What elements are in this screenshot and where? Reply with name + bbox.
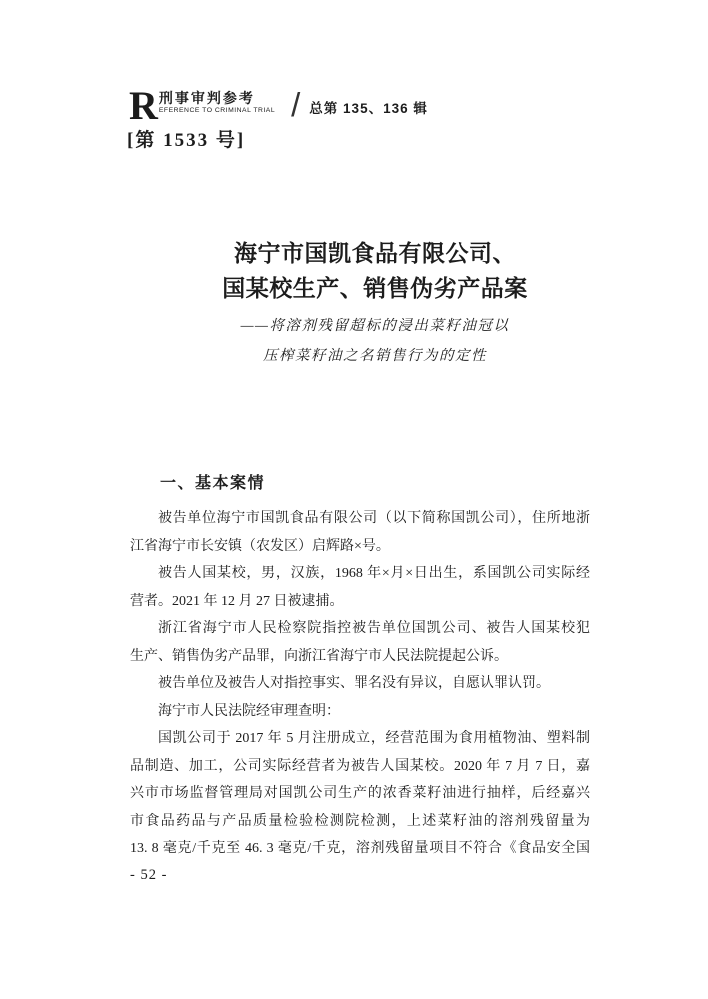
journal-logo-letter: R [129,83,157,128]
case-number: [第 1533 号] [127,130,246,151]
case-title [140,236,610,306]
body-line: 被告单位及被告人对指控事实、罪名没有异议，自愿认罪认罚。 [158,676,550,691]
case-subtitle-line-2: 压榨菜籽油之名销售行为的定性 [263,348,487,364]
journal-title-chinese: 刑事审判参考 [158,90,255,106]
issue-number: 总第 135、136 辑 [309,101,428,116]
body-line: 生产、销售伪劣产品罪，向浙江省海宁市人民法院提起公诉。 [130,648,508,664]
body-line: 江省海宁市长安镇（农发区）启辉路×号。 [130,538,390,554]
body-line: 品制造、加工，公司实际经营者为被告人国某校。2020 年 7 月 7 日，嘉 [130,758,590,774]
divider-slash: / [291,86,301,123]
body-line: 国凯公司于 2017 年 5 月注册成立，经营范围为食用植物油、塑料制 [158,731,590,746]
body-line: 被告人国某校，男，汉族，1968 年×月×日出生，系国凯公司实际经 [158,566,590,581]
case-title-line-2: 国某校生产、销售伪劣产品案 [222,276,528,301]
journal-logo-text [159,88,275,115]
journal-header [129,83,428,128]
case-title-line-1: 海宁市国凯食品有限公司、 [234,241,516,266]
body-line: 海宁市人民法院经审理查明： [158,703,340,719]
body-line: 浙江省海宁市人民检察院指控被告单位国凯公司、被告人国某校犯 [158,621,590,636]
case-subtitle-line-1: ——将溶剂残留超标的浸出菜籽油冠以 [240,318,510,334]
case-subtitle [140,311,610,371]
page-number: - 52 - [130,867,168,883]
body-line: 营者。2021 年 12 月 27 日被逮捕。 [130,593,344,609]
body-line: 被告单位海宁市国凯食品有限公司（以下简称国凯公司），住所地浙 [158,511,590,526]
body-line: 市食品药品与产品质量检验检测院检测，上述菜籽油的溶剂残留量为 [130,813,590,829]
journal-title-english: EFERENCE TO CRIMINAL TRIAL [158,107,276,114]
body-line: 13. 8 毫克/千克至 46. 3 毫克/千克，溶剂残留量项目不符合《食品安全国 [130,841,590,856]
body-line: 兴市市场监督管理局对国凯公司生产的浓香菜籽油进行抽样，后经嘉兴 [130,786,590,801]
section-heading: 一、基本案情 [160,475,266,492]
case-body [130,505,590,863]
